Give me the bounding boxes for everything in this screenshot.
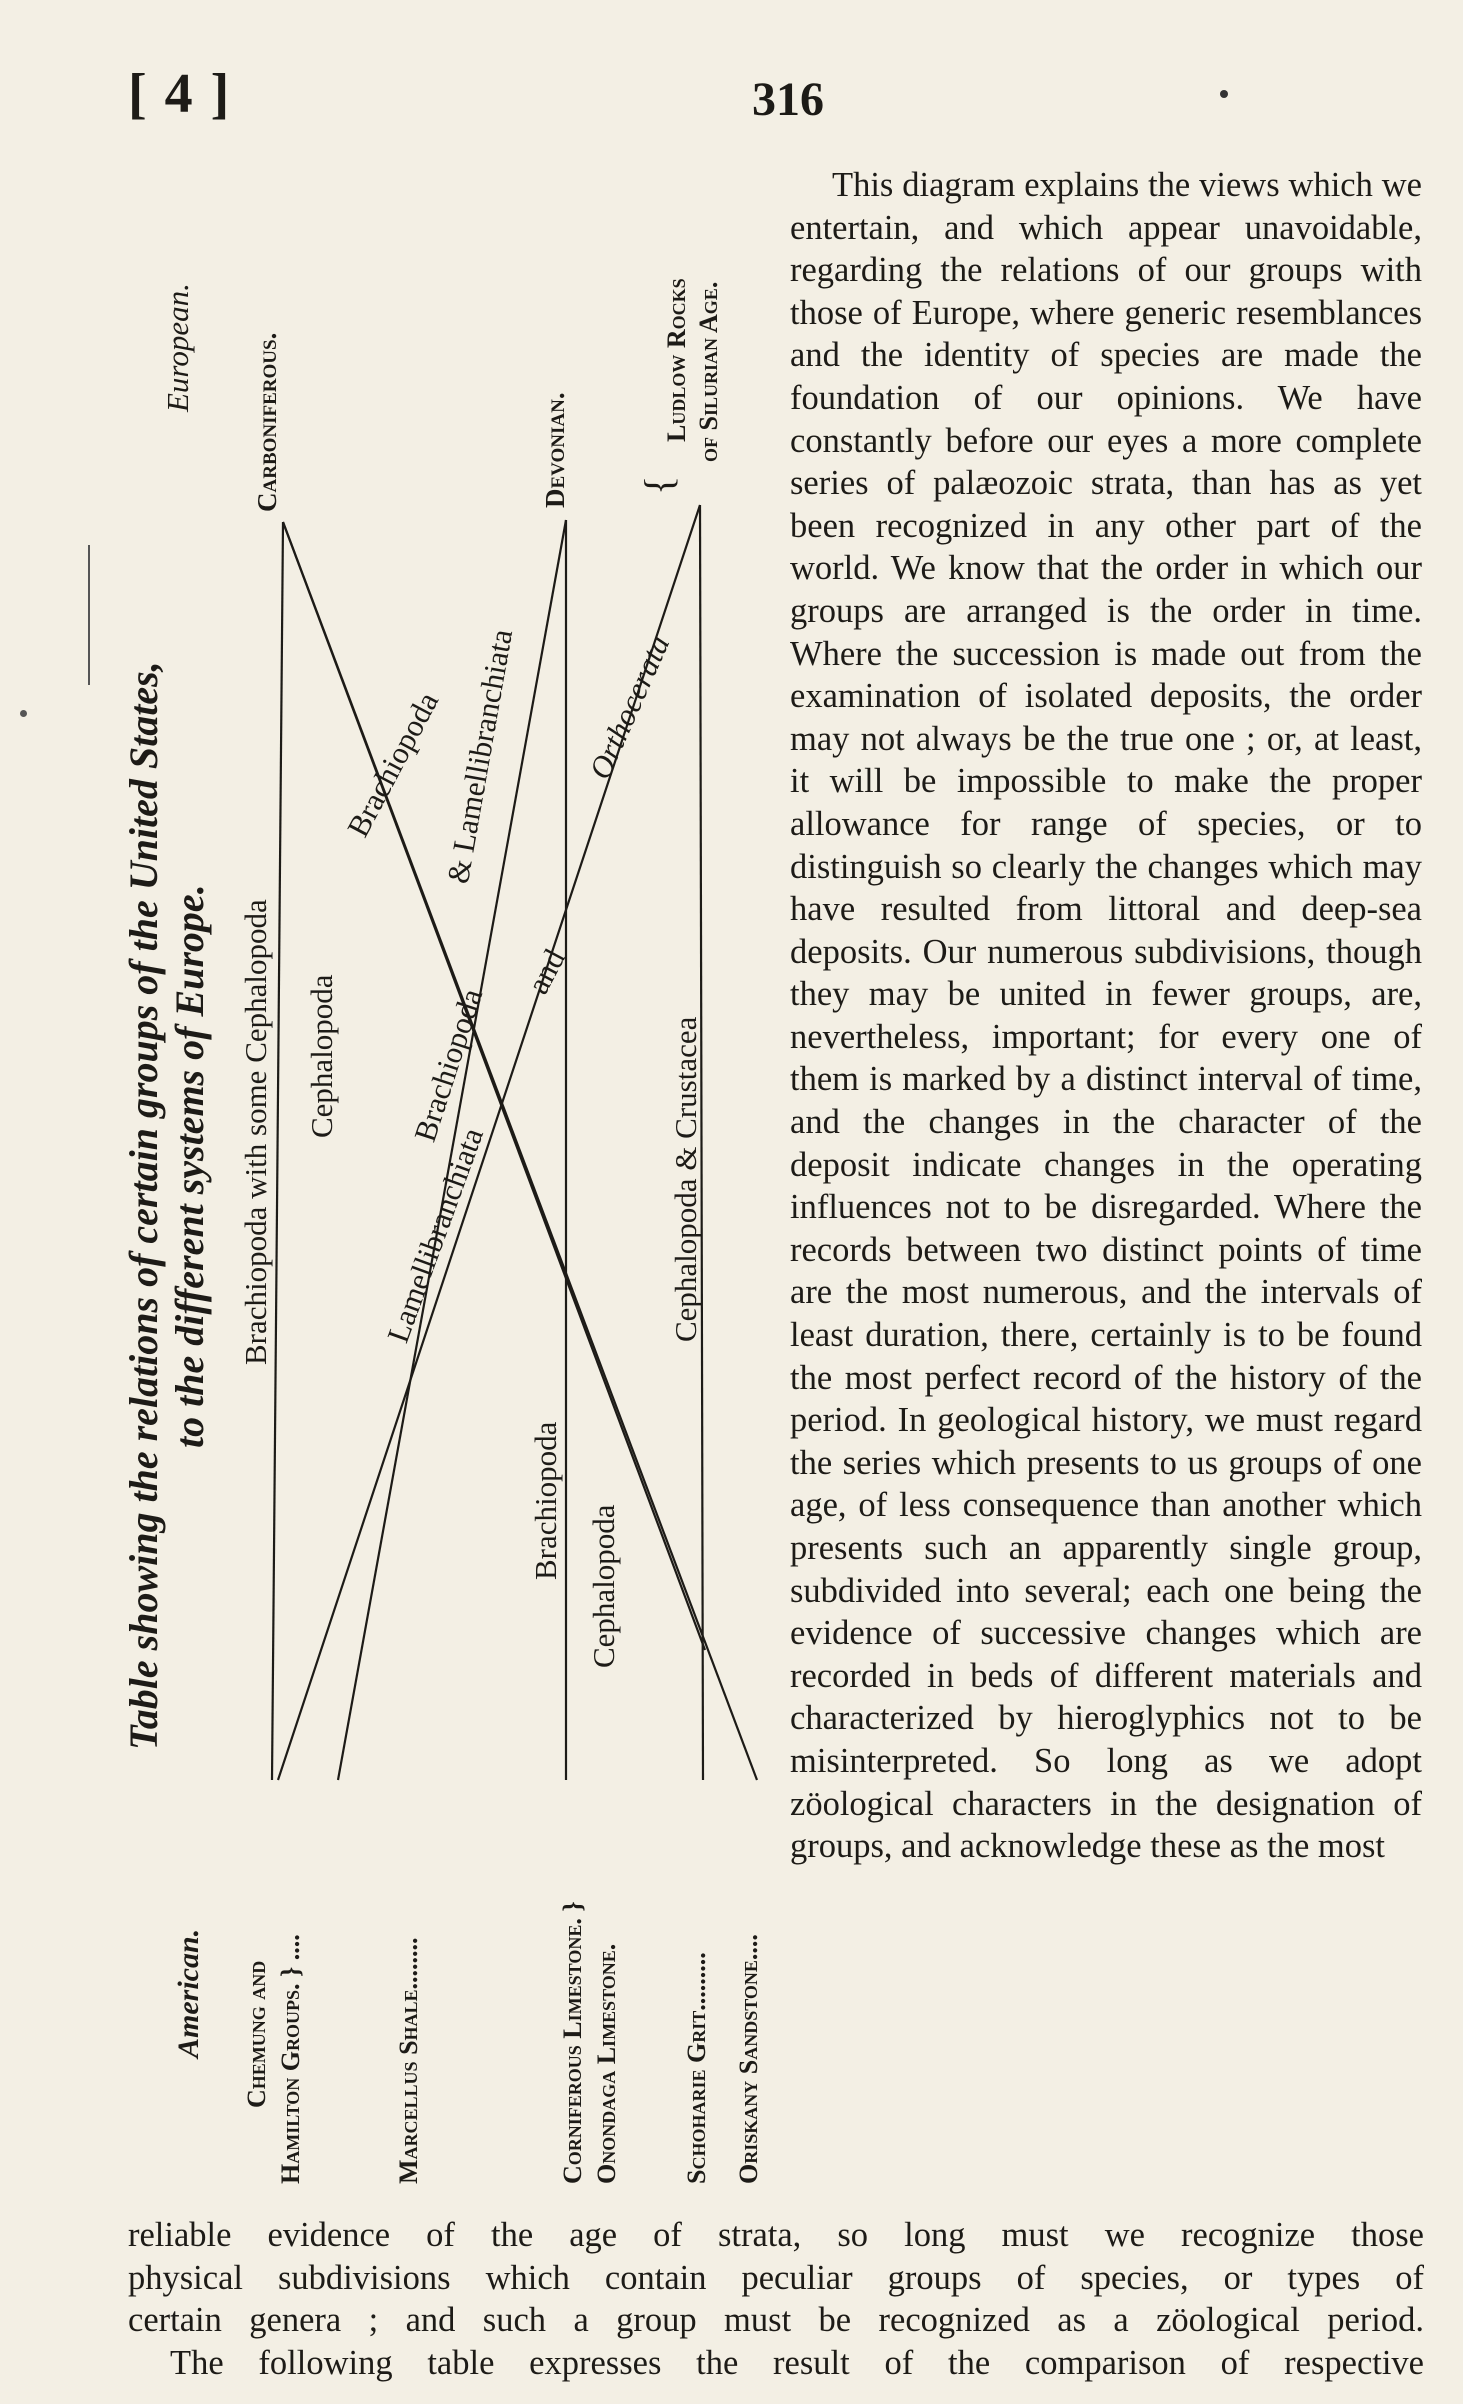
devonian-label: Devonian. — [540, 392, 570, 508]
diagram-title-line2: to the different systems of Europe. — [167, 884, 212, 1448]
onondaga-label: Onondaga Limestone. — [592, 1943, 621, 2184]
and-label: and — [520, 943, 572, 1000]
ludlow-label: Ludlow Rocks — [662, 278, 691, 442]
bottom-line-4: The following table expresses the result of the comparison of respective — [170, 2343, 1424, 2382]
page-number: 316 — [752, 73, 824, 126]
plate-number: [ 4 ] — [128, 63, 232, 125]
bottom-line-3: certain genera ; and such a group must be recognized as a zöological period. — [128, 2301, 1424, 2340]
american-label: American. — [172, 1928, 205, 2058]
oriskany-label: Oriskany Sandstone.... — [734, 1934, 763, 2184]
body-paragraph: This diagram explains the views which we entertain, and which appear unavoidable, regarding the relations of our groups with those of Europe, where generic resemblances and the identity of species are made the foundation of our opinions. We have constantly before our eyes a more complete series of palæozoic strata, than has as yet been recognized in any other part of the world. We know that the order in which our groups are arranged is the order in time. Where the succession is made out from the examination of isolated deposits, the order may not always be the true one ; or, at least, it will be impossible to make the proper allowance for range of species, or to distinguish so clearly the changes which may have resulted from littoral and deep-sea deposits. Our numerous subdivisions, though they may be united in fewer groups, are, nevertheless, important; for every one of them is marked by a distinct interval of time, and the changes in the character of the deposit indicate changes in the operating influences not to be disregarded. Where the records between two distinct points of time are the most numerous, and the intervals of least duration, there, certainly is to be found the most perfect record of the history of the period. In geological history, we must regard the series which presents to us groups of one age, of less consequence than another which presents such an apparently single group, subdivided into several; each one being the evidence of successive changes which are recorded in beds of different materials and characterized by hieroglyphics not to be misinterpreted. So long as we adopt zöological characters in the designation of groups, and acknowledge these as the most — [790, 166, 1422, 1866]
corniferous-label: Corniferous Limestone. } — [558, 1901, 587, 2184]
carboniferous-label: Carboniferous. — [252, 332, 282, 512]
correlation-diagram — [0, 0, 790, 2210]
orthocerata-label: Orthocerata — [582, 629, 677, 785]
lamelli-label-mid: Lamellibranchiata — [380, 1123, 491, 1347]
brach-ceph-label: Brachiopoda with some Cephalopoda — [238, 899, 273, 1365]
body-column — [790, 164, 1422, 1868]
cephalopoda-label-low: Cephalopoda — [586, 1504, 621, 1668]
schoharie-label: Schoharie Grit......... — [682, 1952, 711, 2184]
diagram-title: Table showing the relations of certain groups of the United States, — [121, 661, 166, 1750]
lamelli-label-top: & Lamellibranchiata — [440, 626, 520, 887]
ink-dot — [1220, 90, 1228, 98]
brachiopoda-label-low: Brachiopoda — [528, 1421, 563, 1580]
bottom-text — [128, 2214, 1424, 2384]
european-label: European. — [160, 283, 195, 412]
marcellus-label: Marcellus Shale........ — [394, 1937, 423, 2184]
ceph-crustacea-label: Cephalopoda & Crustacea — [668, 1016, 703, 1342]
bottom-line-2: physical subdivisions which contain peculiar groups of species, or types of — [128, 2258, 1424, 2297]
hamilton-label: Hamilton Groups. } .... — [276, 1934, 305, 2184]
brachiopoda-label-top: Brachiopoda — [340, 686, 446, 843]
bracket-ludlow: { — [636, 475, 681, 495]
silurian-label: of Silurian Age. — [694, 281, 723, 462]
brachiopoda-label-mid: Brachiopoda — [407, 984, 490, 1146]
bottom-line-1: reliable evidence of the age of strata, so long must we recognize those — [128, 2216, 1424, 2254]
chemung-label: Chemung and — [242, 1960, 271, 2108]
cephalopoda-label-1: Cephalopoda — [304, 974, 339, 1138]
